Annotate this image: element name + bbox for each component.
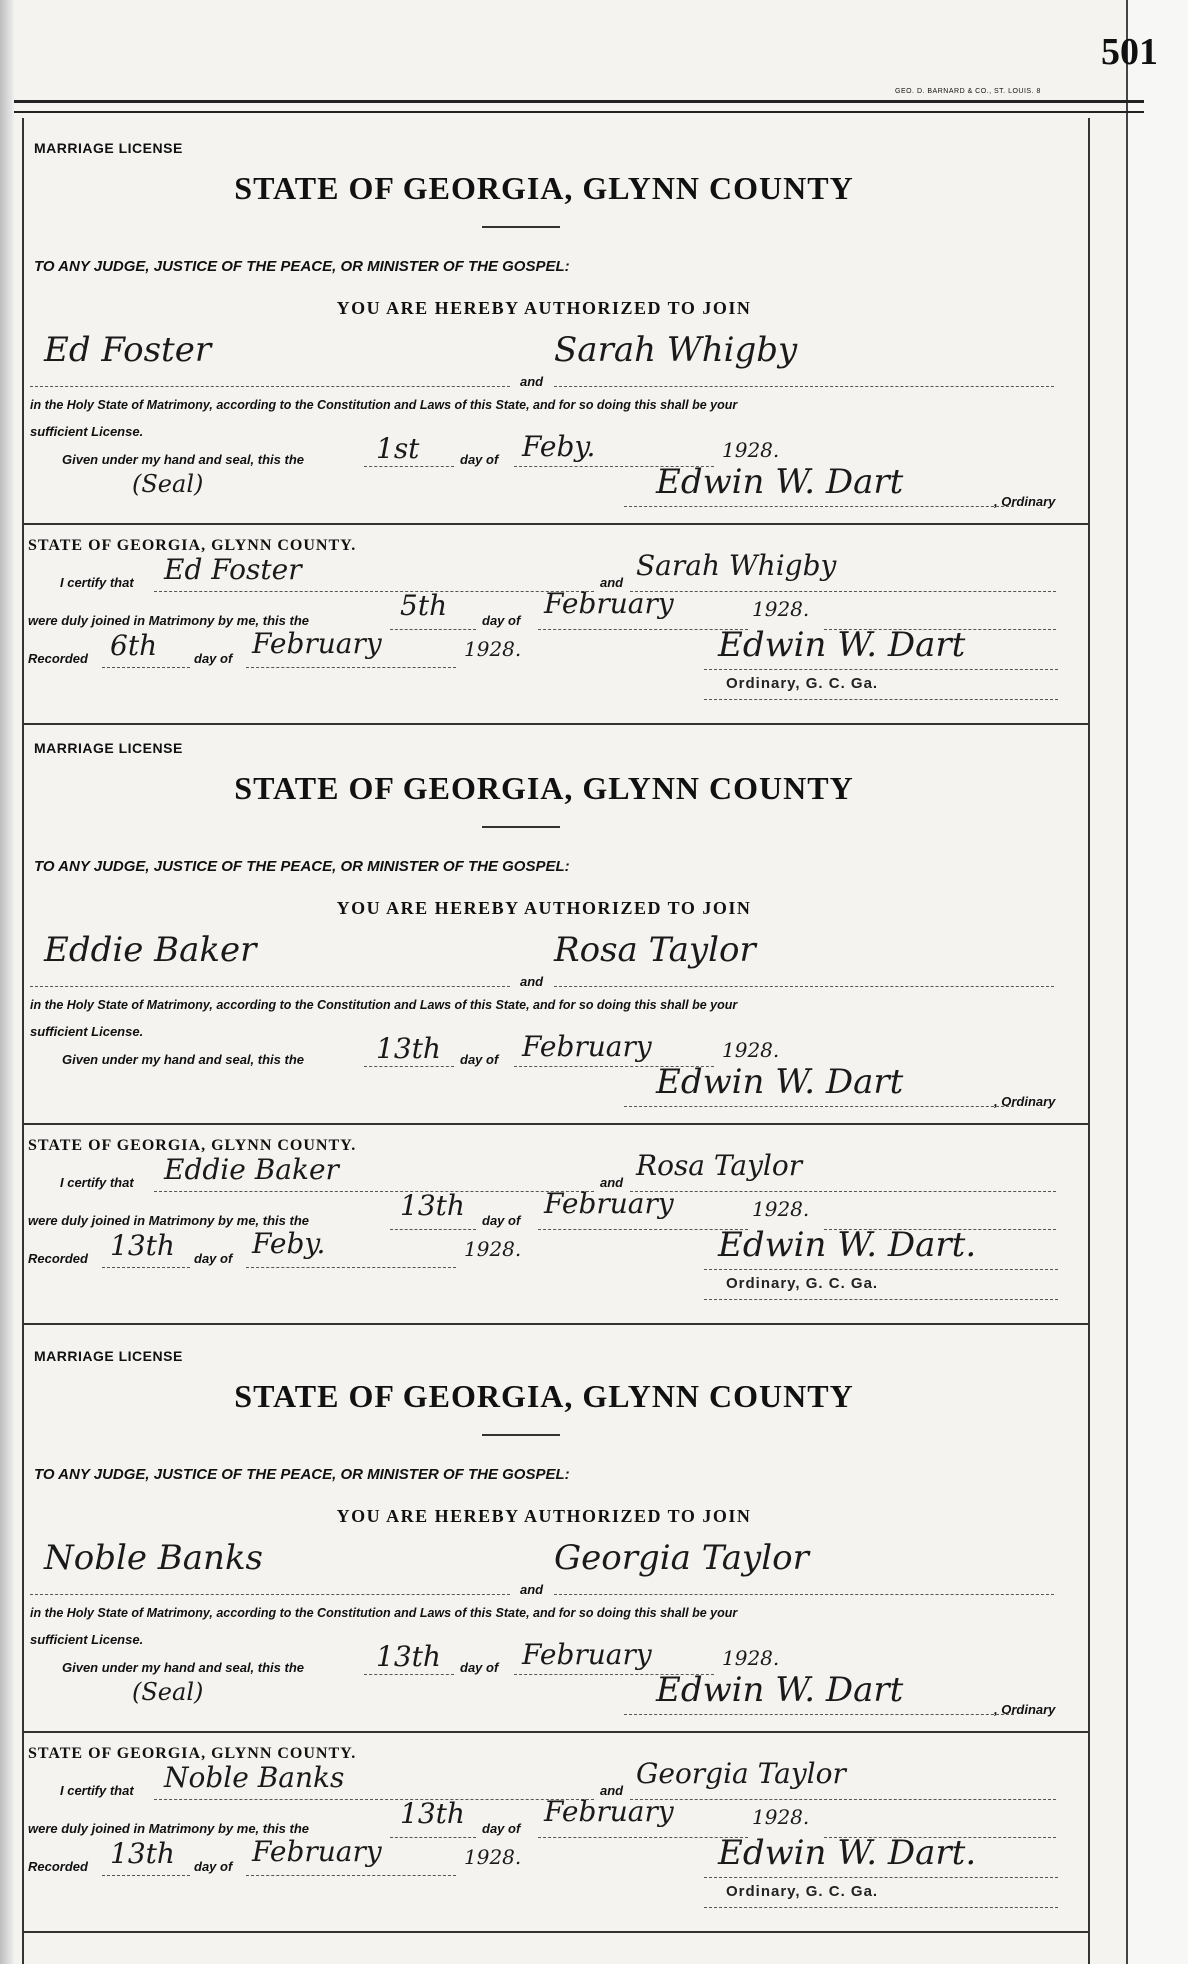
recorded-signature: Edwin W. Dart. <box>718 1225 977 1265</box>
recorded-day: 13th <box>110 1837 175 1870</box>
cert-day-of-label: day of <box>482 1821 521 1836</box>
day-of-label: day of <box>460 452 499 467</box>
marriage-license <box>24 718 1088 1123</box>
and-label: and <box>520 374 544 389</box>
seal-mark: (Seal) <box>132 470 204 498</box>
married-day: 13th <box>400 1189 465 1222</box>
recorded-signature-line <box>704 1877 1058 1878</box>
to-any-judge: TO ANY JUDGE, JUSTICE OF THE PEACE, OR MINISTER OF THE GOSPEL: <box>34 858 570 875</box>
cert-bride-line <box>630 591 1056 592</box>
bride-line <box>554 986 1054 987</box>
recorded-day: 6th <box>110 629 158 662</box>
title-rule <box>482 226 560 228</box>
title-rule <box>482 1434 560 1436</box>
holy-state-text: in the Holy State of Matrimony, according to the Constitution and Laws of this State, and for so doing this shall be your <box>30 1606 738 1620</box>
recorded-day-of-label: day of <box>194 1251 233 1266</box>
i-certify-text: I certify that <box>60 575 134 590</box>
recorded-day-of-label: day of <box>194 1859 233 1874</box>
given-under-text: Given under my hand and seal, this the <box>62 1052 304 1067</box>
recorded-month-line <box>246 1875 456 1876</box>
recorded-signature: Edwin W. Dart. <box>718 1833 977 1873</box>
day-of-label: day of <box>460 1052 499 1067</box>
married-day-line <box>390 629 476 630</box>
signature-line <box>624 1714 1014 1715</box>
license-day: 13th <box>376 1032 441 1065</box>
ordinary-label: , Ordinary <box>994 494 1056 509</box>
groom-line <box>30 986 510 987</box>
cert-day-of-label: day of <box>482 613 521 628</box>
bride-line <box>554 386 1054 387</box>
publisher-imprint: GEO. D. BARNARD & CO., ST. LOUIS. 8 <box>895 88 1041 95</box>
recorded-signature-line <box>704 669 1058 670</box>
certificate-state-title: STATE OF GEORGIA, GLYNN COUNTY. <box>28 1137 357 1154</box>
ordinary-stamp: Ordinary, G. C. Ga. <box>726 1883 879 1900</box>
i-certify-text: I certify that <box>60 1175 134 1190</box>
duly-joined-text: were duly joined in Matrimony by me, this the <box>28 1821 309 1836</box>
license-state-title: STATE OF GEORGIA, GLYNN COUNTY <box>234 170 854 206</box>
recorded-year: 1928. <box>464 1845 522 1869</box>
license-ordinary-signature: Edwin W. Dart <box>656 462 904 502</box>
and-label: and <box>520 1582 544 1597</box>
recorded-month: February <box>252 1835 382 1868</box>
recorded-day-line <box>102 1267 190 1268</box>
page-binding-edge <box>0 0 14 1964</box>
license-ordinary-signature: Edwin W. Dart <box>656 1062 904 1102</box>
page-number: 501 <box>1101 31 1158 73</box>
marriage-certificate <box>24 1125 1088 1323</box>
license-day-line <box>364 466 454 467</box>
ledger-frame <box>22 118 1090 1964</box>
duly-joined-text: were duly joined in Matrimony by me, this the <box>28 613 309 628</box>
license-month: Feby. <box>522 430 596 463</box>
recorded-day-line <box>102 1875 190 1876</box>
married-year: 1928. <box>752 1805 810 1829</box>
recorded-signature-line <box>704 1269 1058 1270</box>
authorized-to-join: YOU ARE HEREBY AUTHORIZED TO JOIN <box>336 1506 752 1526</box>
groom-line <box>30 1594 510 1595</box>
stamp-line <box>704 1907 1058 1908</box>
license-month: February <box>522 1030 652 1063</box>
to-any-judge: TO ANY JUDGE, JUSTICE OF THE PEACE, OR MINISTER OF THE GOSPEL: <box>34 258 570 275</box>
day-of-label: day of <box>460 1660 499 1675</box>
cert-groom-name: Ed Foster <box>164 553 302 586</box>
and-label: and <box>520 974 544 989</box>
married-month-line <box>538 1837 748 1838</box>
married-month-line <box>538 1229 748 1230</box>
license-year: 1928. <box>722 1038 780 1062</box>
license-ordinary-signature: Edwin W. Dart <box>656 1670 904 1710</box>
recorded-month-line <box>246 667 456 668</box>
holy-state-text: in the Holy State of Matrimony, according to the Constitution and Laws of this State, and for so doing this shall be your <box>30 398 738 412</box>
recorded-month-line <box>246 1267 456 1268</box>
license-day: 13th <box>376 1640 441 1673</box>
recorded-label: Recorded <box>28 1251 88 1266</box>
marriage-certificate <box>24 525 1088 723</box>
cert-groom-name: Eddie Baker <box>164 1153 339 1186</box>
married-month: February <box>544 1795 674 1828</box>
ordinary-stamp: Ordinary, G. C. Ga. <box>726 675 879 692</box>
stamp-line <box>704 699 1058 700</box>
title-rule <box>482 826 560 828</box>
recorded-month: February <box>252 627 382 660</box>
groom-name: Noble Banks <box>44 1538 263 1578</box>
given-under-text: Given under my hand and seal, this the <box>62 1660 304 1675</box>
duly-joined-text: were duly joined in Matrimony by me, this the <box>28 1213 309 1228</box>
authorized-to-join: YOU ARE HEREBY AUTHORIZED TO JOIN <box>336 898 752 918</box>
certificate-state-title: STATE OF GEORGIA, GLYNN COUNTY. <box>28 537 357 554</box>
ordinary-label: , Ordinary <box>994 1094 1056 1109</box>
license-state-title: STATE OF GEORGIA, GLYNN COUNTY <box>234 1378 854 1414</box>
bride-name: Sarah Whigby <box>554 330 798 370</box>
recorded-day: 13th <box>110 1229 175 1262</box>
bride-line <box>554 1594 1054 1595</box>
record-divider <box>24 1931 1088 1933</box>
married-day-line <box>390 1837 476 1838</box>
page-right-margin <box>1126 0 1188 1964</box>
seal-mark: (Seal) <box>132 1678 204 1706</box>
married-year: 1928. <box>752 597 810 621</box>
groom-name: Eddie Baker <box>44 930 257 970</box>
recorded-year: 1928. <box>464 1237 522 1261</box>
recorded-day-line <box>102 667 190 668</box>
bride-name: Georgia Taylor <box>554 1538 809 1578</box>
cert-groom-name: Noble Banks <box>164 1761 345 1794</box>
license-label: MARRIAGE LICENSE <box>34 140 183 156</box>
cert-bride-line <box>630 1799 1056 1800</box>
ordinary-label: , Ordinary <box>994 1702 1056 1717</box>
cert-and-label: and <box>600 575 624 590</box>
stamp-line <box>704 1299 1058 1300</box>
license-day: 1st <box>376 432 420 465</box>
marriage-license <box>24 118 1088 523</box>
cert-bride-name: Georgia Taylor <box>636 1757 846 1790</box>
married-month: February <box>544 587 674 620</box>
married-day: 5th <box>400 589 448 622</box>
signature-line <box>624 506 1014 507</box>
license-label: MARRIAGE LICENSE <box>34 1348 183 1364</box>
recorded-day-of-label: day of <box>194 651 233 666</box>
cert-bride-line <box>630 1191 1056 1192</box>
sufficient-license: sufficient License. <box>30 1024 144 1039</box>
license-day-line <box>364 1066 454 1067</box>
recorded-signature: Edwin W. Dart <box>718 625 966 665</box>
given-under-text: Given under my hand and seal, this the <box>62 452 304 467</box>
ordinary-stamp: Ordinary, G. C. Ga. <box>726 1275 879 1292</box>
cert-groom-line <box>154 591 594 592</box>
marriage-certificate <box>24 1733 1088 1931</box>
license-day-line <box>364 1674 454 1675</box>
married-year: 1928. <box>752 1197 810 1221</box>
holy-state-text: in the Holy State of Matrimony, according to the Constitution and Laws of this State, and for so doing this shall be your <box>30 998 738 1012</box>
groom-name: Ed Foster <box>44 330 212 370</box>
license-year: 1928. <box>722 1646 780 1670</box>
license-label: MARRIAGE LICENSE <box>34 740 183 756</box>
certificate-state-title: STATE OF GEORGIA, GLYNN COUNTY. <box>28 1745 357 1762</box>
married-month-line <box>538 629 748 630</box>
license-month: February <box>522 1638 652 1671</box>
record-divider <box>24 1323 1088 1325</box>
signature-line <box>624 1106 1014 1107</box>
cert-day-of-label: day of <box>482 1213 521 1228</box>
sufficient-license: sufficient License. <box>30 1632 144 1647</box>
cert-groom-line <box>154 1191 594 1192</box>
groom-line <box>30 386 510 387</box>
married-month: February <box>544 1187 674 1220</box>
recorded-label: Recorded <box>28 1859 88 1874</box>
i-certify-text: I certify that <box>60 1783 134 1798</box>
married-day-line <box>390 1229 476 1230</box>
recorded-year: 1928. <box>464 637 522 661</box>
cert-and-label: and <box>600 1175 624 1190</box>
marriage-license <box>24 1326 1088 1731</box>
bride-name: Rosa Taylor <box>554 930 756 970</box>
license-state-title: STATE OF GEORGIA, GLYNN COUNTY <box>234 770 854 806</box>
license-year: 1928. <box>722 438 780 462</box>
cert-bride-name: Rosa Taylor <box>636 1149 803 1182</box>
sufficient-license: sufficient License. <box>30 424 144 439</box>
top-double-rule <box>14 100 1144 113</box>
recorded-month: Feby. <box>252 1227 326 1260</box>
cert-bride-name: Sarah Whigby <box>636 549 837 582</box>
authorized-to-join: YOU ARE HEREBY AUTHORIZED TO JOIN <box>336 298 752 318</box>
to-any-judge: TO ANY JUDGE, JUSTICE OF THE PEACE, OR MINISTER OF THE GOSPEL: <box>34 1466 570 1483</box>
recorded-label: Recorded <box>28 651 88 666</box>
married-day: 13th <box>400 1797 465 1830</box>
cert-groom-line <box>154 1799 594 1800</box>
cert-and-label: and <box>600 1783 624 1798</box>
